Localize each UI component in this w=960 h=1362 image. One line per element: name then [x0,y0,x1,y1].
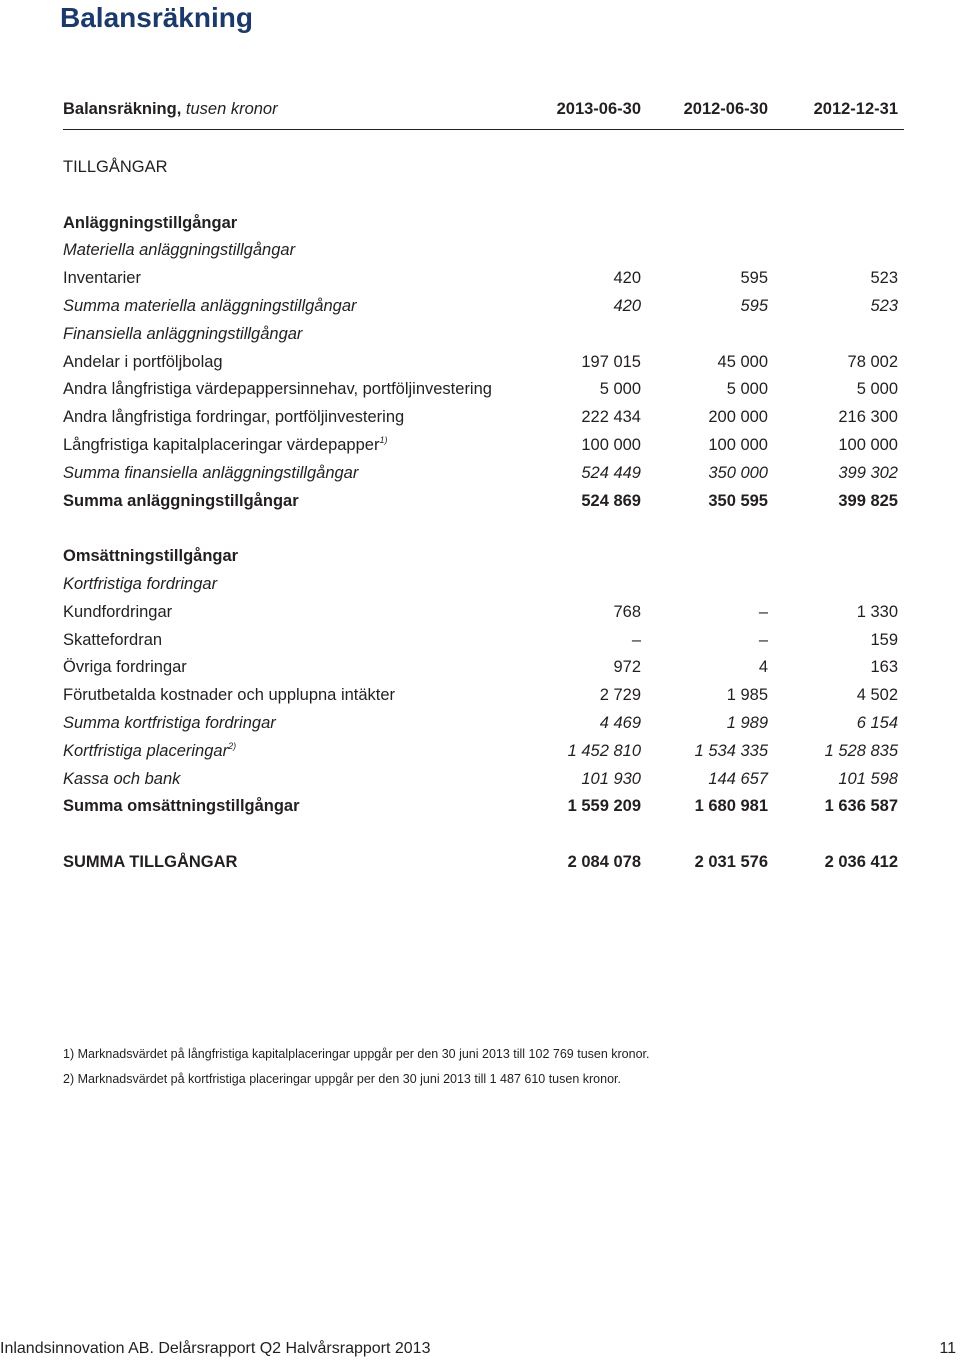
page-number: 11 [939,1340,956,1357]
table-row: Långfristiga kapitalplaceringar värdepapper$^{1)}$ 100 000 100 000 100 000 [63,434,898,454]
table-row: Summa materiella anläggningstillgångar 420 595 523 [63,296,898,315]
table-row: Kassa och bank 101 930 144 657 101 598 [63,769,898,788]
table-row: Summa kortfristiga fordringar 4 469 1 989 6 154 [63,713,898,732]
table-row: Andra långfristiga värdepappersinnehav, portföljinvestering 5 000 5 000 5 000 [63,380,898,399]
table-row: Skattefordran – – 159 [63,630,898,649]
header-label: Balansräkning, tusen kronor [63,100,278,118]
subsection-materiella: Materiella anläggningstillgångar [63,241,296,260]
table-row-total: Summa anläggningstillgångar 524 869 350 595 399 825 [63,491,898,510]
footnote-ref-2: 2) [228,740,237,751]
section-omsattningstillgangar: Omsättningstillgångar [63,547,239,566]
footnote-ref-1: 1) [379,434,388,445]
table-row: Kortfristiga placeringar$^{2)}$ 1 452 810 1 534 335 1 528 835 [63,740,898,760]
table-row: Förutbetalda kostnader och upplupna intäkter 2 729 1 985 4 502 [63,686,898,705]
balance-sheet-table [63,95,904,877]
col-header-2012-12-31: 2012-12-31 [813,100,898,118]
section-tillgangar: TILLGÅNGAR [63,158,168,176]
subsection-kortfristiga: Kortfristiga fordringar [63,574,218,593]
table-row: Andelar i portföljbolag 197 015 45 000 78 002 [63,352,898,371]
footer-report-name: Inlandsinnovation AB. Delårsrapport Q2 Halvårsrapport 2013 [0,1340,431,1357]
col-header-2013-06-30: 2013-06-30 [556,100,641,118]
table-row: Kundfordringar 768 – 1 330 [63,602,898,621]
footnotes [63,1043,649,1093]
table-row-total: Summa omsättningstillgångar 1 559 209 1 680 981 1 636 587 [63,797,898,816]
table-row: Summa finansiella anläggningstillgångar 524 449 350 000 399 302 [63,463,898,482]
footnote-1: 1) Marknadsvärdet på långfristiga kapitalplaceringar uppgår per den 30 juni 2013 till 102 769 tusen kronor. [63,1047,650,1061]
table-row: Andra långfristiga fordringar, portföljinvestering 222 434 200 000 216 300 [63,408,898,427]
page-title: Balansräkning [60,2,253,33]
subsection-finansiella: Finansiella anläggningstillgångar [63,324,303,343]
table-header [63,95,904,123]
footnote-2: 2) Marknadsvärdet på kortfristiga placeringar uppgår per den 30 juni 2013 till 1 487 610 tusen kronor. [63,1072,621,1086]
table-row: Övriga fordringar 972 4 163 [63,658,898,677]
table-row-grand-total: SUMMA TILLGÅNGAR 2 084 078 2 031 576 2 036 412 [63,852,898,871]
table-row: Inventarier 420 595 523 [63,269,898,288]
col-header-2012-06-30: 2012-06-30 [683,100,768,118]
section-anlaggningstillgangar: Anläggningstillgångar [63,213,238,232]
